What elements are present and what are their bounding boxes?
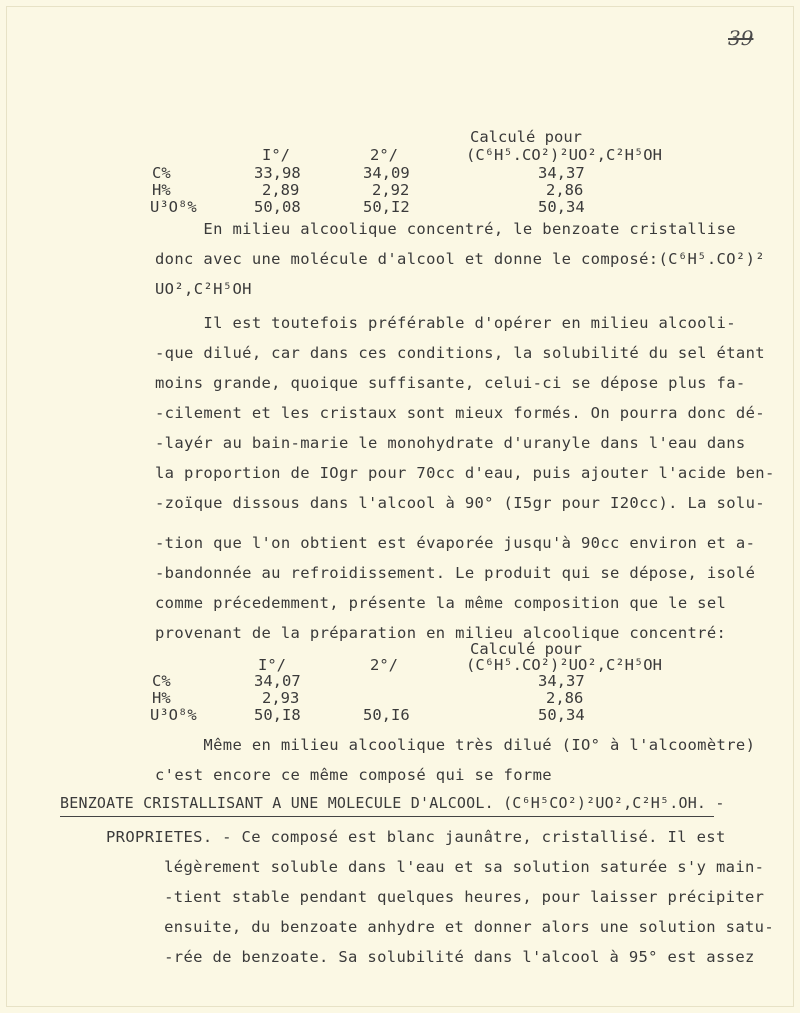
calc-heading: Calculé pour [470, 640, 582, 658]
text-line: -tient stable pendant quelques heures, pour laisser précipiter [106, 888, 765, 906]
col-header-2: 2°/ [370, 656, 398, 674]
cell-value: 34,09 [363, 164, 410, 182]
row-label: U³O⁸% [150, 706, 197, 724]
text-line: -cilement et les cristaux sont mieux formés. On pourra donc dé- [155, 404, 765, 422]
cell-value: 34,37 [538, 672, 585, 690]
text-line: -rée de benzoate. Sa solubilité dans l'alcool à 95° est assez [106, 948, 755, 966]
page-number: 39 [728, 26, 754, 50]
text-line: PROPRIETES. - Ce composé est blanc jaunâtre, cristallisé. Il est [106, 828, 726, 846]
heading-underline [60, 816, 714, 817]
text-line: la proportion de IOgr pour 70cc d'eau, puis ajouter l'acide ben- [155, 464, 775, 482]
cell-value: 50,I6 [363, 706, 410, 724]
text-line: donc avec une molécule d'alcool et donne le composé:(C⁶H⁵.CO²)² [155, 250, 765, 268]
section-heading: BENZOATE CRISTALLISANT A UNE MOLECULE D'ALCOOL. (C⁶H⁵CO²)²UO²,C²H⁵.OH. - [60, 794, 725, 812]
text-line: -tion que l'on obtient est évaporée jusqu'à 90cc environ et a- [155, 534, 756, 552]
col-header-1: I°/ [262, 146, 290, 164]
text-line: Même en milieu alcoolique très dilué (IO° à l'alcoomètre) [155, 736, 756, 754]
text-line: moins grande, quoique suffisante, celui-ci se dépose plus fa- [155, 374, 746, 392]
cell-value: 34,37 [538, 164, 585, 182]
text-line: ensuite, du benzoate anhydre et donner alors une solution satu- [106, 918, 775, 936]
text-line: comme précedemment, présente la même composition que le sel [155, 594, 727, 612]
row-label: H% [152, 689, 171, 707]
cell-value: 2,93 [262, 689, 300, 707]
text-line: provenant de la préparation en milieu alcoolique concentré: [155, 624, 727, 642]
text-line: UO²,C²H⁵OH [155, 280, 252, 298]
row-label: H% [152, 181, 171, 199]
formula-header: (C⁶H⁵.CO²)²UO²,C²H⁵OH [466, 146, 662, 164]
cell-value: 2,89 [262, 181, 300, 199]
cell-value: 2,86 [546, 689, 584, 707]
text-line: légèrement soluble dans l'eau et sa solution saturée s'y main- [106, 858, 765, 876]
formula-header: (C⁶H⁵.CO²)²UO²,C²H⁵OH [466, 656, 662, 674]
text-line: Il est toutefois préférable d'opérer en milieu alcooli- [155, 314, 736, 332]
calc-heading: Calculé pour [470, 128, 582, 146]
text-line: -zoïque dissous dans l'alcool à 90° (I5gr pour I20cc). La solu- [155, 494, 765, 512]
text-line: -layér au bain-marie le monohydrate d'uranyle dans l'eau dans [155, 434, 746, 452]
row-label: U³O⁸% [150, 198, 197, 216]
cell-value: 34,07 [254, 672, 301, 690]
cell-value: 33,98 [254, 164, 301, 182]
text-line: c'est encore ce même composé qui se forme [155, 766, 552, 784]
text-line: -que dilué, car dans ces conditions, la solubilité du sel étant [155, 344, 765, 362]
cell-value: 50,I8 [254, 706, 301, 724]
cell-value: 50,34 [538, 198, 585, 216]
cell-value: 2,86 [546, 181, 584, 199]
text-line: En milieu alcoolique concentré, le benzoate cristallise [155, 220, 736, 238]
cell-value: 50,I2 [363, 198, 410, 216]
col-header-2: 2°/ [370, 146, 398, 164]
cell-value: 50,08 [254, 198, 301, 216]
text-line: -bandonnée au refroidissement. Le produit qui se dépose, isolé [155, 564, 756, 582]
cell-value: 50,34 [538, 706, 585, 724]
cell-value: 2,92 [372, 181, 410, 199]
row-label: C% [152, 672, 171, 690]
col-header-1: I°/ [258, 656, 286, 674]
row-label: C% [152, 164, 171, 182]
